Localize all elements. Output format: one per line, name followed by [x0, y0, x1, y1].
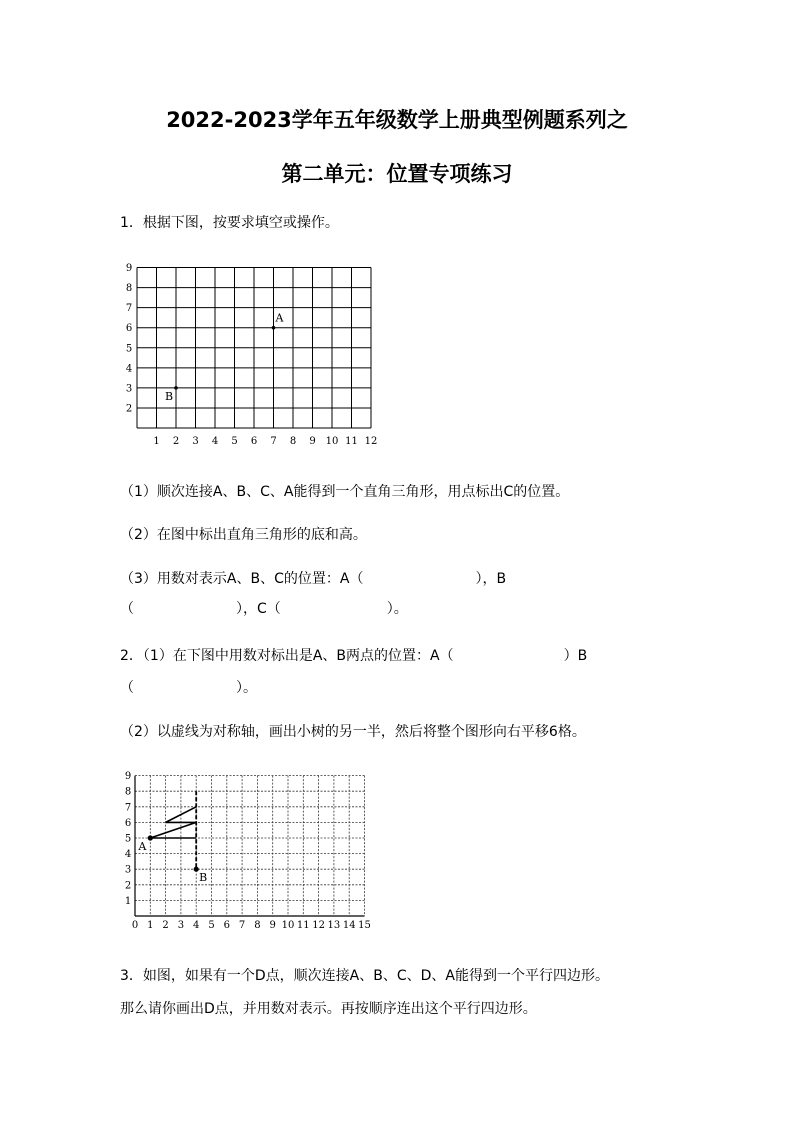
y-tick-label: 7 [125, 303, 133, 315]
q3-line1: 3．如图，如果有一个D点，顺次连接A、B、C、D、A能得到一个平行四边形。 [120, 968, 610, 984]
x-tick-label: 10 [325, 436, 339, 447]
q1-part3-b: ），B [475, 571, 507, 587]
x-tick-label: 14 [342, 920, 356, 931]
x-tick-label: 2 [172, 436, 180, 447]
q2-part1-c-end: ）。 [236, 680, 257, 696]
x-tick-label: 8 [289, 436, 297, 447]
point-A [148, 835, 153, 840]
q1-grid-lines [137, 268, 371, 429]
q1-part3-line2 [120, 598, 408, 618]
y-tick-label: 3 [124, 864, 132, 876]
x-tick-label: 10 [281, 920, 295, 931]
point-label-B: B [164, 389, 174, 403]
q2-part2: （2）以虚线为对称轴，画出小树的另一半，然后将整个图形向右平移6格。 [120, 724, 586, 740]
x-tick-label: 6 [223, 920, 230, 931]
x-tick-label: 12 [364, 436, 378, 447]
y-tick-label: 2 [125, 403, 133, 415]
x-tick-label: 5 [231, 436, 238, 447]
q2-grid-lines [135, 776, 365, 916]
q2-y-axis-labels [125, 771, 131, 907]
x-tick-label: 4 [211, 436, 219, 447]
x-tick-label: 1 [147, 920, 154, 931]
q2-part1-b: ）B [563, 648, 588, 664]
point-B [194, 867, 199, 872]
x-tick-label: 11 [345, 436, 358, 447]
y-tick-label: 1 [124, 895, 132, 907]
q1-part3-c-open: （ [120, 601, 134, 617]
q1-part3-c-end: ）。 [386, 601, 408, 617]
point-label-A: A [275, 311, 284, 325]
q1-stem: 1．根据下图，按要求填空或操作。 [120, 215, 339, 231]
y-tick-label: 9 [125, 263, 133, 274]
y-tick-label: 8 [124, 786, 132, 798]
x-tick-label: 12 [312, 920, 325, 931]
y-tick-label: 5 [125, 343, 133, 355]
y-tick-label: 8 [125, 283, 133, 295]
q2-part1-line2 [120, 677, 257, 697]
q1-points [165, 312, 285, 403]
x-tick-label: 3 [192, 436, 199, 447]
y-tick-label: 3 [125, 383, 133, 395]
q2-grid [118, 765, 378, 935]
point-label-B: B [199, 871, 208, 885]
q1-y-axis-labels [126, 263, 132, 414]
x-tick-label: 1 [153, 436, 160, 447]
q2-tree-shape [150, 791, 196, 869]
q2-part1-a: 2．（1）在下图中用数对标出是A、B两点的位置：A（ [120, 648, 454, 664]
x-tick-label: 3 [177, 920, 185, 931]
y-tick-label: 9 [124, 771, 132, 783]
x-tick-label: 4 [193, 920, 200, 931]
x-tick-label: 2 [162, 920, 169, 931]
y-tick-label: 7 [124, 802, 132, 814]
y-tick-label: 5 [124, 833, 132, 845]
x-tick-label: 11 [296, 920, 310, 931]
y-tick-label: 6 [124, 817, 132, 829]
x-tick-label: 7 [238, 920, 246, 931]
x-tick-label: 5 [208, 920, 215, 931]
q1-part1: （1）顺次连接A、B、C、A能得到一个直角三角形，用点标出C的位置。 [120, 484, 570, 500]
y-tick-label: 6 [125, 323, 133, 335]
x-tick-label: 13 [327, 920, 341, 931]
q3-line2: 那么请你画出D点，并用数对表示。再按顺序连出这个平行四边形。 [120, 1001, 537, 1017]
y-tick-label: 4 [125, 363, 133, 375]
x-tick-label: 0 [131, 920, 139, 931]
point-label-A: A [138, 840, 147, 853]
x-tick-label: 9 [309, 436, 316, 447]
q2-x-axis-labels [132, 920, 371, 931]
x-tick-label: 15 [358, 920, 371, 931]
q1-grid [118, 258, 378, 448]
y-tick-label: 4 [124, 849, 132, 861]
q1-part3-line1 [120, 568, 506, 588]
q1-part3-c-mid: ），C（ [236, 601, 281, 617]
x-tick-label: 7 [270, 436, 277, 447]
x-tick-label: 9 [269, 920, 276, 931]
q1-part3-a: （3）用数对表示A、B、C的位置：A（ [120, 571, 364, 587]
q1-x-axis-labels [153, 436, 377, 447]
x-tick-label: 8 [254, 920, 261, 931]
title-line-2: 第二单元：位置专项练习 [281, 162, 513, 186]
q2-part1-line1 [120, 645, 587, 665]
point-A [272, 326, 276, 330]
point-B [174, 386, 178, 390]
q2-part1-c-open: （ [120, 680, 134, 696]
q1-part2: （2）在图中标出直角三角形的底和高。 [120, 527, 367, 543]
y-tick-label: 2 [124, 880, 132, 892]
title-line-1: 2022-2023学年五年级数学上册典型例题系列之 [166, 108, 628, 132]
x-tick-label: 6 [250, 436, 258, 447]
